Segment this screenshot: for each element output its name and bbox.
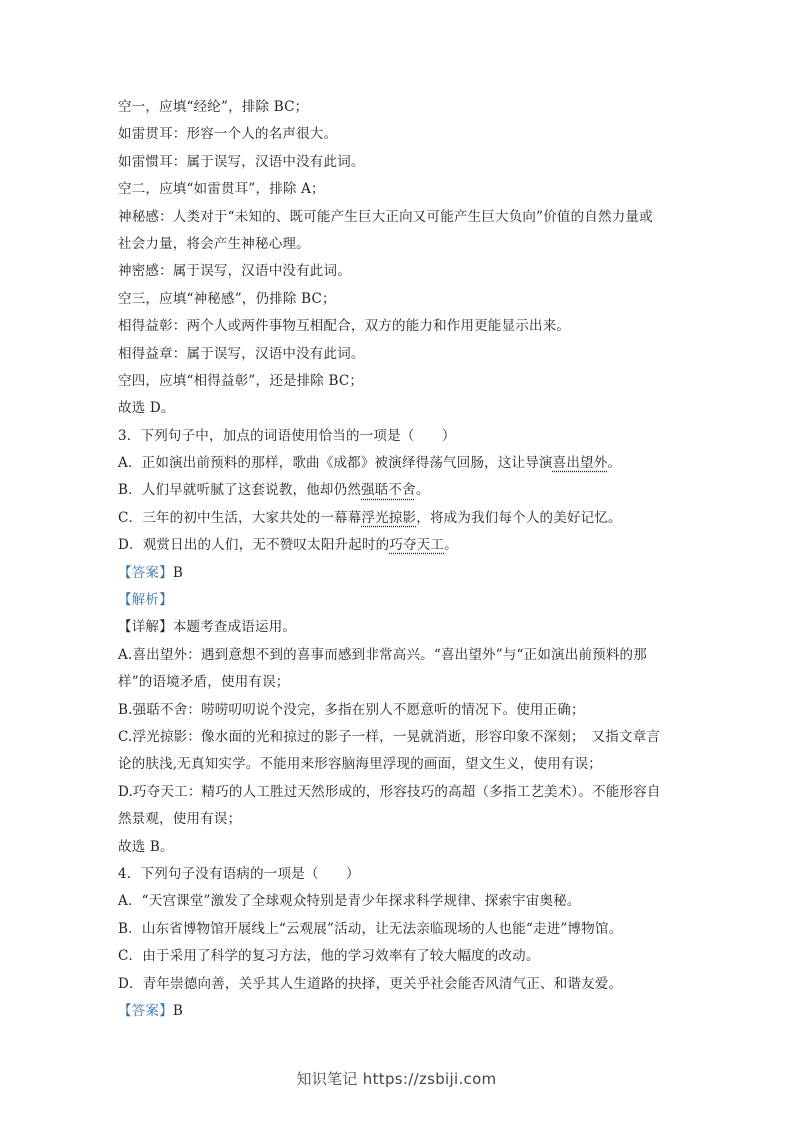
explain-line: 论的肤浅,无真知实学。不能用来形容脑海里浮现的画面，望文生义，使用有误； [118,756,602,773]
text-line: 相得益彰：两个人或两件事物互相配合，双方的能力和作用更能显示出来。 [118,318,571,335]
analysis-tag: 【解析】 [118,592,173,609]
explain-line: A.喜出望外：遇到意想不到的喜事而感到非常高兴。“喜出望外”与“正如演出前预料的那 [118,646,647,663]
explain-line: 然景观，使用有误； [118,811,242,828]
option-text: 。 [444,537,458,554]
option-text: ，将成为我们每个人的美好记忆。 [416,509,622,526]
text-line: 相得益章：属于误写，汉语中没有此词。 [118,345,365,362]
question-4-option-c: C．由于采用了科学的复习方法，他的学习效率有了较大幅度的改动。 [118,948,540,965]
text-line: 空一，应填“经纶”，排除 BC； [118,99,309,115]
question-3-option-b [118,477,678,504]
text-line: 故选 D。 [118,400,175,417]
option-text: A．正如演出前预料的那样，歌曲《成都》被演绎得荡气回肠，这让导演 [118,455,553,472]
text-line: 空二，应填“如雷贯耳”，排除 A； [118,181,325,198]
text-line: 空四，应填“相得益彰”，还是排除 BC； [118,372,364,389]
question-3-detail [118,614,678,641]
option-text: D．观赏日出的人们，无不赞叹太阳升起时的 [118,537,390,554]
question-3-option-c [118,505,678,532]
explain-line: 故选 B。 [118,838,174,855]
dotted-word: 强聒不舍 [361,482,416,499]
text-line: 社会力量，将会产生神秘心理。 [118,235,310,252]
question-4-option-a: A．“天宫课堂”激发了全球观众特别是青少年探求科学规律、探索宇宙奥秘。 [118,893,581,910]
option-text: 。 [415,482,430,499]
question-4-option-b: B．山东省博物馆开展线上“云观展”活动，让无法亲临现场的人也能“走进”博物馆。 [118,920,623,937]
dotted-word: 喜出望外 [552,455,608,472]
question-3-stem: 3．下列句子中，加点的词语使用恰当的一项是（ ） [118,427,456,444]
document-body [118,94,678,1025]
dotted-word: 浮光掠影 [361,509,417,526]
explain-line: B.强聒不舍：唠唠叨叨说个没完，多指在别人不愿意听的情况下。使用正确； [118,701,585,718]
question-3-option-d [118,532,678,559]
explain-line: D.巧夺天工：精巧的人工胜过天然形成的，形容技巧的高超（多指工艺美术）。不能形容自 [118,783,661,800]
question-4-stem: 4．下列句子没有语病的一项是（ ） [118,865,360,882]
question-3-analysis [118,587,678,614]
detail-tag: 【详解】 [118,619,173,636]
answer-value: B [172,1002,183,1019]
detail-intro: 本题考查成语运用。 [172,619,297,636]
question-4-answer [118,998,678,1025]
explain-line: C.浮光掠影：像水面的光和掠过的影子一样，一晃就消逝，形容印象不深刻； 又指文章言 [118,728,661,745]
question-3-option-a [118,450,678,477]
question-3-answer [118,560,678,587]
question-4-option-d: D．青年崇德向善，关乎其人生道路的抉择，更关乎社会能否风清气正、和谐友爱。 [118,975,623,992]
option-text: 。 [607,455,622,472]
text-line: 空三，应填“神秘感”，仍排除 BC； [118,290,336,307]
footer-watermark: 知识笔记 https://zsbiji.com [296,1070,497,1088]
option-text: B．人们早就听腻了这套说教，他却仍然 [118,482,362,499]
option-text: C．三年的初中生活，大家共处的一幕幕 [118,509,362,526]
dotted-word: 巧夺天工 [389,537,445,554]
text-line: 如雷惯耳：属于误写，汉语中没有此词。 [118,153,365,170]
answer-value: B [172,564,183,581]
text-line: 神密感：属于误写，汉语中没有此词。 [118,263,351,280]
explain-line: 样”的语境矛盾，使用有误； [118,674,290,691]
text-line: 如雷贯耳：形容一个人的名声很大。 [118,126,338,143]
answer-tag: 【答案】 [118,1002,173,1019]
answer-tag: 【答案】 [118,564,173,581]
text-line: 神秘感：人类对于“未知的、既可能产生巨大正向又可能产生巨大负向”价值的自然力量或 [118,208,653,225]
